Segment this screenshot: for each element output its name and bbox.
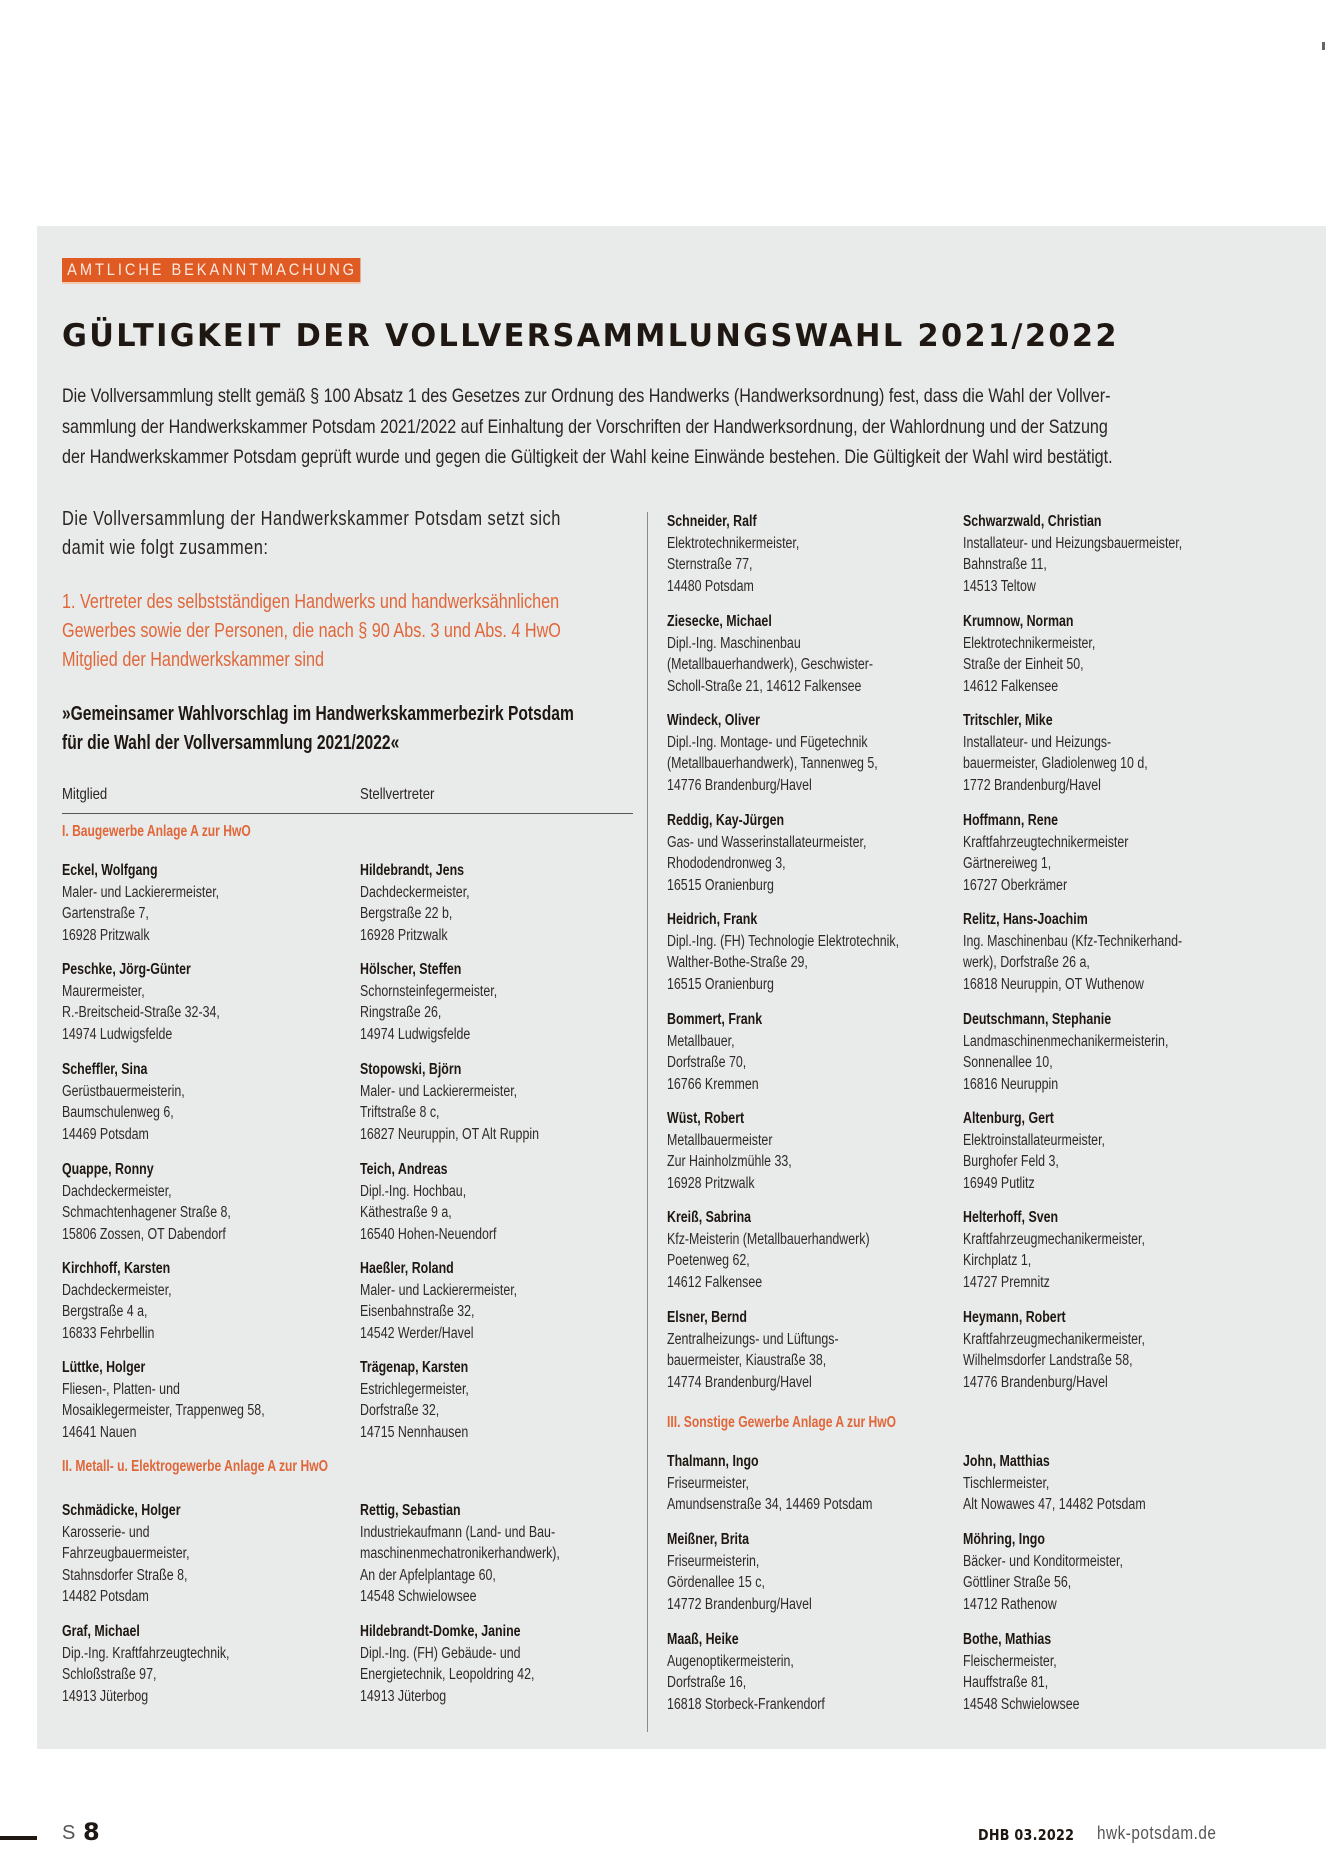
entry-name: Hildebrandt-Domke, Janine bbox=[360, 1623, 521, 1640]
entry-line: Eisenbahnstraße 32, bbox=[360, 1303, 475, 1320]
entry-line: Friseurmeister, bbox=[667, 1474, 749, 1492]
member-entry bbox=[62, 1159, 231, 1245]
announcement-tag: AMTLICHE BEKANNTMACHUNG bbox=[62, 258, 360, 284]
entry-line: Installateur- und Heizungs- bbox=[963, 733, 1112, 751]
entry-line: 14974 Ludwigsfelde bbox=[62, 1025, 173, 1043]
entry-line: 14548 Schwielowsee bbox=[360, 1588, 477, 1605]
entry-line: 14542 Werder/Havel bbox=[360, 1324, 474, 1342]
entry-line: Gördenallee 15 c, bbox=[667, 1574, 765, 1591]
entry-line: R.-Breitscheid-Straße 32-34, bbox=[62, 1004, 220, 1021]
entry-name: Meißner, Brita bbox=[667, 1531, 749, 1548]
entry-name: Haeßler, Roland bbox=[360, 1260, 454, 1277]
entry-line: Industriekaufmann (Land- und Bau- bbox=[360, 1523, 556, 1541]
entry-name: Tritschler, Mike bbox=[963, 712, 1053, 729]
entry-line: 16818 Storbeck-Frankendorf bbox=[667, 1695, 825, 1713]
deputy-entry bbox=[360, 1500, 560, 1608]
entry-name: Heymann, Robert bbox=[963, 1309, 1066, 1326]
entry-line: 14480 Potsdam bbox=[667, 577, 754, 595]
entry-line: 14612 Falkensee bbox=[963, 677, 1059, 695]
entry-line: Fahrzeugbauermeister, bbox=[62, 1545, 190, 1562]
entry-line: 15806 Zossen, OT Dabendorf bbox=[62, 1225, 226, 1243]
composition-lead bbox=[62, 505, 620, 563]
entry-line: Metallbauermeister bbox=[667, 1131, 773, 1149]
entry-line: 16949 Putlitz bbox=[963, 1174, 1035, 1192]
entry-line: Schmachtenhagener Straße 8, bbox=[62, 1204, 231, 1221]
entry-line: 14913 Jüterbog bbox=[360, 1687, 447, 1705]
entry-line: 16833 Fehrbellin bbox=[62, 1324, 155, 1342]
member-entry bbox=[667, 909, 899, 995]
entry-line: Gärtnereiweg 1, bbox=[963, 855, 1052, 872]
entry-line: Friseurmeisterin, bbox=[667, 1552, 760, 1570]
entry-line: Poetenweg 62, bbox=[667, 1252, 750, 1269]
entry-name: Relitz, Hans-Joachim bbox=[963, 911, 1088, 928]
entry-name: Maaß, Heike bbox=[667, 1631, 739, 1648]
entry-line: 16928 Pritzwalk bbox=[360, 926, 448, 944]
entry-line: Estrichlegermeister, bbox=[360, 1380, 469, 1398]
entry-name: Möhring, Ingo bbox=[963, 1531, 1045, 1548]
entry-line: 16928 Pritzwalk bbox=[667, 1174, 755, 1192]
entry-name: Trägenap, Karsten bbox=[360, 1359, 469, 1376]
entry-line: 16540 Hohen-Neuendorf bbox=[360, 1225, 497, 1243]
column-divider bbox=[647, 512, 648, 1732]
entry-line: Maler- und Lackierermeister, bbox=[360, 1082, 518, 1100]
member-entry bbox=[667, 1207, 870, 1293]
entry-line: Bahnstraße 11, bbox=[963, 556, 1047, 573]
entry-line: Karosserie- und bbox=[62, 1523, 150, 1541]
entry-line: Gerüstbauermeisterin, bbox=[62, 1082, 185, 1100]
category-line: Gewerbes sowie der Personen, die nach § 90 Abs. 3 und Abs. 4 HwO bbox=[62, 620, 561, 642]
entry-name: Thalmann, Ingo bbox=[667, 1453, 759, 1470]
entry-line: Sonnenallee 10, bbox=[963, 1054, 1053, 1071]
entry-line: Kfz-Meisterin (Metallbauerhandwerk) bbox=[667, 1230, 870, 1248]
entry-name: Heidrich, Frank bbox=[667, 911, 758, 928]
entry-line: Burghofer Feld 3, bbox=[963, 1153, 1059, 1170]
member-entry bbox=[62, 1059, 185, 1145]
entry-line: 16515 Oranienburg bbox=[667, 876, 774, 894]
entry-line: Tischlermeister, bbox=[963, 1474, 1050, 1492]
deputy-entry bbox=[963, 1629, 1080, 1715]
entry-line: Fliesen-, Platten- und bbox=[62, 1380, 180, 1398]
entry-line: (Metallbauerhandwerk), Geschwister- bbox=[667, 656, 874, 673]
entry-line: 14776 Brandenburg/Havel bbox=[667, 776, 812, 794]
entry-line: Schornsteinfegermeister, bbox=[360, 982, 498, 1000]
member-entry bbox=[62, 860, 219, 946]
member-entry bbox=[667, 1629, 825, 1715]
entry-name: Wüst, Robert bbox=[667, 1110, 745, 1127]
entry-line: bauermeister, Kiaustraße 38, bbox=[667, 1352, 827, 1369]
deputy-entry bbox=[963, 1451, 1146, 1516]
deputy-entry bbox=[360, 959, 497, 1045]
entry-name: Krumnow, Norman bbox=[963, 613, 1074, 630]
entry-line: Rhododendronweg 3, bbox=[667, 855, 786, 872]
proposal-line: für die Wahl der Vollversammlung 2021/2022« bbox=[62, 732, 400, 754]
entry-name: Stopowski, Björn bbox=[360, 1061, 462, 1078]
entry-name: Quappe, Ronny bbox=[62, 1161, 154, 1178]
entry-line: Landmaschinenmechanikermeisterin, bbox=[963, 1032, 1169, 1050]
entry-line: Dipl.-Ing. Maschinenbau bbox=[667, 634, 801, 652]
entry-line: Zur Hainholzmühle 33, bbox=[667, 1153, 792, 1170]
entry-line: Kraftfahrzeugtechnikermeister bbox=[963, 833, 1129, 851]
entry-line: Dorfstraße 32, bbox=[360, 1402, 440, 1419]
entry-line: Gartenstraße 7, bbox=[62, 905, 149, 922]
election-proposal-heading bbox=[62, 700, 624, 758]
entry-line: Gas- und Wasserinstallateurmeister, bbox=[667, 833, 867, 851]
member-entry bbox=[667, 1108, 792, 1194]
entry-line: Ing. Maschinenbau (Kfz-Technikerhand- bbox=[963, 932, 1183, 950]
entry-line: Bäcker- und Konditormeister, bbox=[963, 1552, 1123, 1570]
entry-line: Dipl.-Ing. (FH) Technologie Elektrotechnik, bbox=[667, 932, 900, 950]
entry-name: Kreiß, Sabrina bbox=[667, 1209, 752, 1226]
entry-line: maschinenmechatronikerhandwerk), bbox=[360, 1545, 560, 1562]
entry-line: Kraftfahrzeugmechanikermeister, bbox=[963, 1330, 1145, 1348]
entry-name: Helterhoff, Sven bbox=[963, 1209, 1059, 1226]
entry-name: Peschke, Jörg-Günter bbox=[62, 961, 191, 978]
category-line: Mitglied der Handwerkskammer sind bbox=[62, 649, 324, 671]
member-entry bbox=[667, 511, 799, 597]
page-prefix: S bbox=[62, 1822, 76, 1844]
member-entry bbox=[667, 710, 878, 796]
entry-line: 14974 Ludwigsfelde bbox=[360, 1025, 471, 1043]
entry-name: Kirchhoff, Karsten bbox=[62, 1260, 171, 1277]
entry-line: Maler- und Lackierermeister, bbox=[62, 883, 220, 901]
entry-line: Bergstraße 4 a, bbox=[62, 1303, 148, 1320]
entry-line: 14482 Potsdam bbox=[62, 1588, 149, 1605]
member-entry bbox=[667, 611, 873, 697]
entry-line: Schloßstraße 97, bbox=[62, 1666, 157, 1683]
member-entry bbox=[667, 1529, 812, 1615]
deputy-entry bbox=[360, 1357, 469, 1443]
proposal-line: »Gemeinsamer Wahlvorschlag im Handwerkskammerbezirk Potsdam bbox=[62, 703, 574, 725]
entry-line: Dipl.-Ing. Hochbau, bbox=[360, 1182, 467, 1200]
member-entry bbox=[667, 1009, 762, 1095]
deputy-entry bbox=[360, 1258, 517, 1344]
header-rule bbox=[62, 813, 633, 814]
column-header-member: Mitglied bbox=[62, 786, 108, 803]
entry-name: Elsner, Bernd bbox=[667, 1309, 747, 1326]
entry-line: 14913 Jüterbog bbox=[62, 1687, 149, 1705]
entry-line: 14612 Falkensee bbox=[667, 1273, 763, 1291]
entry-line: Baumschulenweg 6, bbox=[62, 1104, 174, 1121]
member-entry bbox=[667, 1451, 872, 1516]
entry-line: Scholl-Straße 21, 14612 Falkensee bbox=[667, 677, 862, 695]
entry-line: Zentralheizungs- und Lüftungs- bbox=[667, 1330, 839, 1348]
deputy-entry bbox=[963, 710, 1148, 796]
entry-line: 16816 Neuruppin bbox=[963, 1075, 1059, 1093]
entry-line: Mosaiklegermeister, Trappenweg 58, bbox=[62, 1402, 265, 1419]
lead-line: damit wie folgt zusammen: bbox=[62, 537, 269, 559]
entry-name: Schwarzwald, Christian bbox=[963, 513, 1102, 530]
entry-line: Göttliner Straße 56, bbox=[963, 1574, 1072, 1591]
footer-bar bbox=[0, 1836, 37, 1840]
entry-line: Elektrotechnikermeister, bbox=[963, 634, 1096, 652]
member-entry bbox=[62, 1500, 190, 1608]
entry-line: Elektrotechnikermeister, bbox=[667, 534, 800, 552]
deputy-entry bbox=[963, 511, 1182, 597]
member-entry bbox=[667, 1307, 839, 1393]
entry-name: Altenburg, Gert bbox=[963, 1110, 1054, 1127]
entry-line: Dip.-Ing. Kraftfahrzeugtechnik, bbox=[62, 1644, 230, 1662]
entry-name: Hölscher, Steffen bbox=[360, 961, 462, 978]
entry-line: 14712 Rathenow bbox=[963, 1595, 1057, 1613]
entry-line: Dachdeckermeister, bbox=[62, 1281, 172, 1299]
entry-line: Dipl.-Ing. (FH) Gebäude- und bbox=[360, 1644, 521, 1662]
entry-line: Hauffstraße 81, bbox=[963, 1674, 1049, 1691]
column-header-deputy: Stellvertreter bbox=[360, 786, 435, 803]
entry-line: Dachdeckermeister, bbox=[360, 883, 470, 901]
entry-line: 16827 Neuruppin, OT Alt Ruppin bbox=[360, 1125, 540, 1143]
entry-line: 14469 Potsdam bbox=[62, 1125, 149, 1143]
deputy-entry bbox=[963, 1108, 1105, 1194]
deputy-entry bbox=[360, 1621, 534, 1707]
entry-line: An der Apfelplantage 60, bbox=[360, 1566, 496, 1584]
entry-name: Hoffmann, Rene bbox=[963, 812, 1059, 829]
entry-name: Deutschmann, Stephanie bbox=[963, 1011, 1112, 1028]
issue-label: DHB 03.2022 bbox=[978, 1826, 1075, 1844]
entry-line: Stahnsdorfer Straße 8, bbox=[62, 1566, 188, 1584]
entry-line: 1772 Brandenburg/Havel bbox=[963, 776, 1101, 794]
entry-name: Windeck, Oliver bbox=[667, 712, 760, 729]
entry-line: Walther-Bothe-Straße 29, bbox=[667, 954, 808, 971]
entry-line: 14641 Nauen bbox=[62, 1423, 137, 1441]
entry-line: Dachdeckermeister, bbox=[62, 1182, 172, 1200]
category-line: 1. Vertreter des selbstständigen Handwerks und handwerksähnlichen bbox=[62, 591, 560, 613]
entry-line: 14776 Brandenburg/Havel bbox=[963, 1373, 1108, 1391]
section-heading-metall-elektro: II. Metall- u. Elektrogewerbe Anlage A zur HwO bbox=[62, 1458, 329, 1475]
entry-name: Bommert, Frank bbox=[667, 1011, 763, 1028]
entry-line: (Metallbauerhandwerk), Tannenweg 5, bbox=[667, 755, 878, 772]
category-heading bbox=[62, 588, 621, 675]
intro-line: Die Vollversammlung stellt gemäß § 100 Absatz 1 des Gesetzes zur Ordnung des Handwerks (Handwerksordnung) fest, dass die Wahl der Vollver- bbox=[62, 386, 1111, 407]
entry-line: 14774 Brandenburg/Havel bbox=[667, 1373, 812, 1391]
entry-line: 16928 Pritzwalk bbox=[62, 926, 150, 944]
entry-line: Maurermeister, bbox=[62, 982, 145, 1000]
entry-name: Lüttke, Holger bbox=[62, 1359, 146, 1376]
deputy-entry bbox=[963, 1307, 1145, 1393]
entry-line: Augenoptikermeisterin, bbox=[667, 1652, 794, 1670]
entry-line: Maler- und Lackierermeister, bbox=[360, 1281, 518, 1299]
deputy-entry bbox=[963, 909, 1182, 995]
intro-paragraph bbox=[62, 382, 1263, 474]
entry-line: 14513 Teltow bbox=[963, 577, 1036, 595]
entry-line: Fleischermeister, bbox=[963, 1652, 1057, 1670]
entry-name: Teich, Andreas bbox=[360, 1161, 448, 1178]
entry-name: Schneider, Ralf bbox=[667, 513, 757, 530]
page-title: GÜLTIGKEIT DER VOLLVERSAMMLUNGSWAHL 2021/2022 bbox=[62, 318, 1119, 354]
entry-line: 14772 Brandenburg/Havel bbox=[667, 1595, 812, 1613]
entry-line: 14548 Schwielowsee bbox=[963, 1695, 1080, 1713]
deputy-entry bbox=[963, 1529, 1123, 1615]
deputy-entry bbox=[963, 1009, 1168, 1095]
entry-line: Dorfstraße 16, bbox=[667, 1674, 747, 1691]
crop-mark bbox=[1322, 42, 1325, 50]
member-entry bbox=[62, 1357, 265, 1443]
entry-line: Ringstraße 26, bbox=[360, 1004, 442, 1021]
entry-line: Käthestraße 9 a, bbox=[360, 1204, 452, 1221]
entry-line: Sternstraße 77, bbox=[667, 556, 753, 573]
deputy-entry bbox=[360, 1059, 539, 1145]
entry-name: Bothe, Mathias bbox=[963, 1631, 1052, 1648]
entry-line: werk), Dorfstraße 26 a, bbox=[963, 954, 1090, 971]
member-entry bbox=[62, 1258, 172, 1344]
entry-line: Installateur- und Heizungsbauermeister, bbox=[963, 534, 1183, 552]
page-number: 8 bbox=[83, 1818, 100, 1846]
entry-name: John, Matthias bbox=[963, 1453, 1050, 1470]
entry-name: Schmädicke, Holger bbox=[62, 1502, 181, 1519]
section-heading-sonstige: III. Sonstige Gewerbe Anlage A zur HwO bbox=[667, 1414, 897, 1431]
website-url: hwk-potsdam.de bbox=[1097, 1823, 1217, 1843]
entry-line: 14715 Nennhausen bbox=[360, 1423, 469, 1441]
entry-name: Ziesecke, Michael bbox=[667, 613, 772, 630]
entry-line: 16515 Oranienburg bbox=[667, 975, 774, 993]
entry-name: Hildebrandt, Jens bbox=[360, 862, 465, 879]
entry-line: Elektroinstallateurmeister, bbox=[963, 1131, 1105, 1149]
entry-name: Eckel, Wolfgang bbox=[62, 862, 158, 879]
deputy-entry bbox=[360, 1159, 497, 1245]
entry-line: 14727 Premnitz bbox=[963, 1273, 1050, 1291]
intro-line: sammlung der Handwerkskammer Potsdam 2021/2022 auf Einhaltung der Vorschriften der Handwerksordnung, der Wahlordnung und der Satzung bbox=[62, 416, 1108, 438]
deputy-entry bbox=[360, 860, 470, 946]
entry-line: Kirchplatz 1, bbox=[963, 1252, 1032, 1269]
entry-line: Straße der Einheit 50, bbox=[963, 656, 1084, 673]
deputy-entry bbox=[963, 1207, 1145, 1293]
entry-line: Energietechnik, Leopoldring 42, bbox=[360, 1666, 535, 1683]
deputy-entry bbox=[963, 611, 1095, 697]
entry-line: 16727 Oberkrämer bbox=[963, 876, 1068, 894]
entry-name: Graf, Michael bbox=[62, 1623, 140, 1640]
member-entry bbox=[667, 810, 866, 896]
member-entry bbox=[62, 1621, 229, 1707]
entry-line: bauermeister, Gladiolenweg 10 d, bbox=[963, 755, 1148, 772]
entry-name: Reddig, Kay-Jürgen bbox=[667, 812, 785, 829]
entry-line: Bergstraße 22 b, bbox=[360, 905, 453, 922]
entry-line: Wilhelmsdorfer Landstraße 58, bbox=[963, 1352, 1133, 1369]
lead-line: Die Vollversammlung der Handwerkskammer Potsdam setzt sich bbox=[62, 508, 561, 530]
entry-line: Amundsenstraße 34, 14469 Potsdam bbox=[667, 1496, 873, 1513]
entry-line: Dorfstraße 70, bbox=[667, 1054, 747, 1071]
entry-name: Rettig, Sebastian bbox=[360, 1502, 461, 1519]
entry-line: Triftstraße 8 c, bbox=[360, 1104, 440, 1121]
entry-line: 16766 Kremmen bbox=[667, 1075, 759, 1093]
entry-line: 16818 Neuruppin, OT Wuthenow bbox=[963, 975, 1144, 993]
entry-line: Metallbauer, bbox=[667, 1032, 735, 1050]
intro-line: der Handwerkskammer Potsdam geprüft wurde und gegen die Gültigkeit der Wahl keine Einwände bestehen. Die Gültigkeit der Wahl wird bestätigt. bbox=[62, 447, 1113, 468]
section-heading-baugewerbe: I. Baugewerbe Anlage A zur HwO bbox=[62, 823, 251, 840]
entry-name: Scheffler, Sina bbox=[62, 1061, 148, 1078]
deputy-entry bbox=[963, 810, 1128, 896]
member-entry bbox=[62, 959, 220, 1045]
entry-line: Kraftfahrzeugmechanikermeister, bbox=[963, 1230, 1145, 1248]
entry-line: Alt Nowawes 47, 14482 Potsdam bbox=[963, 1496, 1146, 1513]
entry-line: Dipl.-Ing. Montage- und Fügetechnik bbox=[667, 733, 868, 751]
